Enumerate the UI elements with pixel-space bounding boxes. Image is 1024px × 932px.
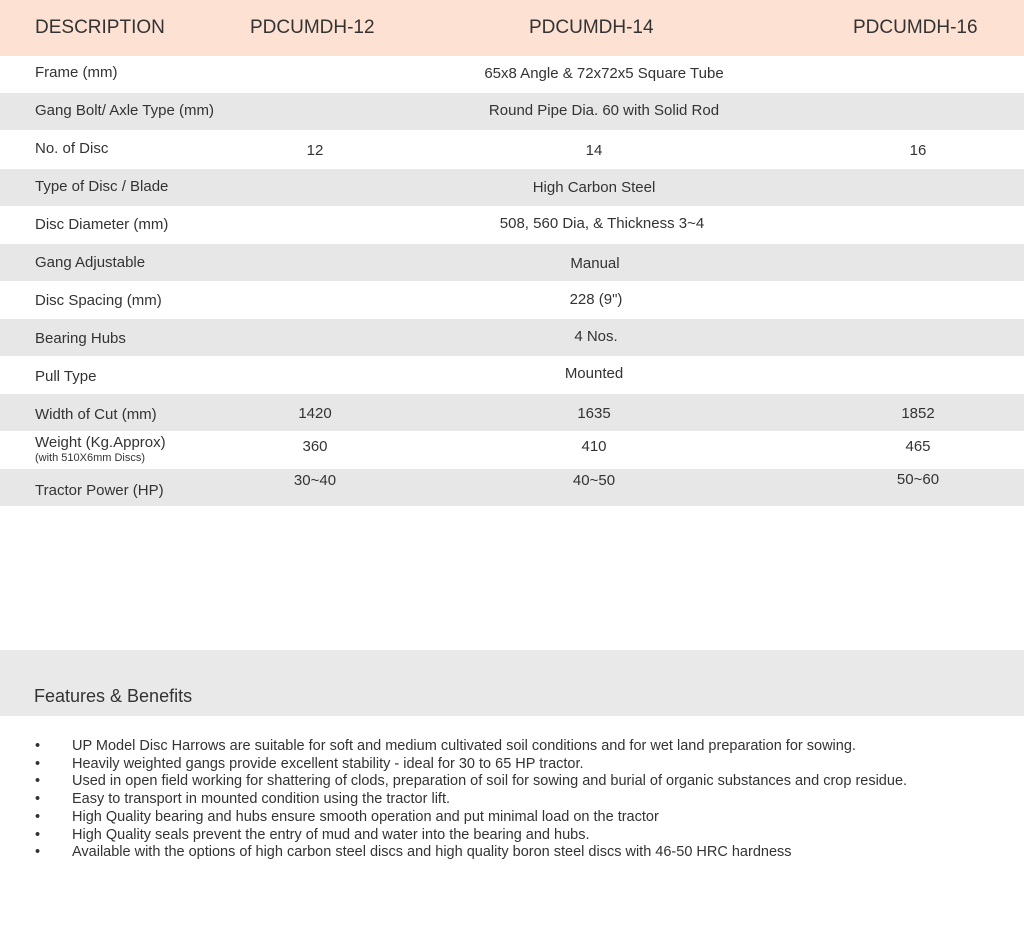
features-title: Features & Benefits	[34, 686, 193, 706]
row-value-14: 1635	[577, 405, 611, 422]
row-value-span: High Carbon Steel	[532, 179, 656, 196]
list-item	[35, 827, 935, 845]
row-label: No. of Disc	[35, 140, 109, 157]
list-item	[35, 844, 935, 862]
spec-row-tractor-power	[0, 469, 1024, 506]
row-value-span: 508, 560 Dia, & Thickness 3~4	[499, 215, 705, 232]
row-label: Weight (Kg.Approx)	[35, 434, 166, 451]
feature-text: Available with the options of high carbon steel discs and high quality boron steel discs with 46-50 HRC hardness	[72, 844, 792, 861]
row-value-14: 410	[581, 438, 607, 455]
header-model-14: PDCUMDH-14	[529, 17, 654, 38]
row-value-12: 360	[302, 438, 328, 455]
features-list	[35, 738, 935, 862]
bullet-icon: •	[35, 738, 41, 754]
spec-row-pull-type	[0, 356, 1024, 393]
row-value-16: 465	[905, 438, 931, 455]
row-label: Pull Type	[35, 368, 97, 385]
row-label: Width of Cut (mm)	[35, 406, 157, 423]
bullet-icon: •	[35, 808, 41, 825]
header-model-12: PDCUMDH-12	[250, 17, 375, 38]
header-model-16: PDCUMDH-16	[853, 17, 978, 38]
row-label: Disc Spacing (mm)	[35, 292, 162, 309]
row-label: Bearing Hubs	[35, 330, 126, 347]
spec-row-disc-spacing	[0, 281, 1024, 318]
row-value-12: 30~40	[293, 472, 337, 489]
spec-row-weight	[0, 431, 1024, 468]
header-description: DESCRIPTION	[35, 17, 165, 38]
row-value-14: 40~50	[572, 472, 616, 489]
row-value-16: 16	[909, 142, 927, 159]
bullet-icon: •	[35, 791, 41, 808]
list-item	[35, 773, 935, 791]
row-value-span: Round Pipe Dia. 60 with Solid Rod	[488, 102, 720, 119]
row-label: Disc Diameter (mm)	[35, 216, 169, 233]
spec-row-gang-bolt	[0, 93, 1024, 130]
list-item	[35, 809, 935, 827]
bullet-icon: •	[35, 755, 41, 772]
row-label: Tractor Power (HP)	[35, 482, 164, 499]
spec-row-bearing-hubs	[0, 319, 1024, 356]
feature-text: High Quality seals prevent the entry of mud and water into the bearing and hubs.	[72, 826, 590, 843]
row-value-span: 65x8 Angle & 72x72x5 Square Tube	[484, 65, 724, 82]
spec-row-frame	[0, 56, 1024, 93]
row-value-span: Mounted	[564, 365, 624, 382]
bullet-icon: •	[35, 826, 41, 843]
spec-row-disc-type	[0, 169, 1024, 206]
bullet-icon: •	[35, 844, 41, 861]
row-value-span: 4 Nos.	[574, 328, 618, 345]
feature-text: High Quality bearing and hubs ensure smooth operation and put minimal load on the tractor	[72, 808, 659, 825]
list-item	[35, 738, 935, 756]
list-item	[35, 756, 935, 774]
spec-row-gang-adjustable	[0, 244, 1024, 281]
list-item	[35, 791, 935, 809]
spec-row-disc-diameter	[0, 206, 1024, 243]
row-value-12: 12	[306, 142, 324, 159]
row-label: Frame (mm)	[35, 64, 118, 81]
spec-table-header	[0, 0, 1024, 56]
row-value-span: 228 (9")	[569, 291, 623, 308]
row-value-14: 14	[585, 142, 603, 159]
row-value-span: Manual	[570, 255, 620, 272]
row-value-12: 1420	[298, 405, 332, 422]
feature-text: Easy to transport in mounted condition using the tractor lift.	[72, 791, 451, 808]
spec-row-no-of-disc	[0, 130, 1024, 167]
row-label: Gang Adjustable	[35, 254, 146, 271]
row-note: (with 510X6mm Discs)	[35, 452, 146, 464]
bullet-icon: •	[35, 773, 41, 790]
row-value-16: 1852	[901, 405, 935, 422]
feature-text: Heavily weighted gangs provide excellent stability - ideal for 30 to 65 HP tractor.	[72, 755, 584, 772]
row-label: Type of Disc / Blade	[35, 178, 169, 195]
feature-text: UP Model Disc Harrows are suitable for soft and medium cultivated soil conditions and for wet land preparation for sowing.	[72, 738, 856, 754]
row-label: Gang Bolt/ Axle Type (mm)	[35, 102, 214, 119]
feature-text: Used in open field working for shattering of clods, preparation of soil for sowing and burial of organic substances and crop residue.	[72, 773, 908, 790]
spec-row-width-of-cut	[0, 394, 1024, 431]
row-value-16: 50~60	[896, 471, 940, 488]
